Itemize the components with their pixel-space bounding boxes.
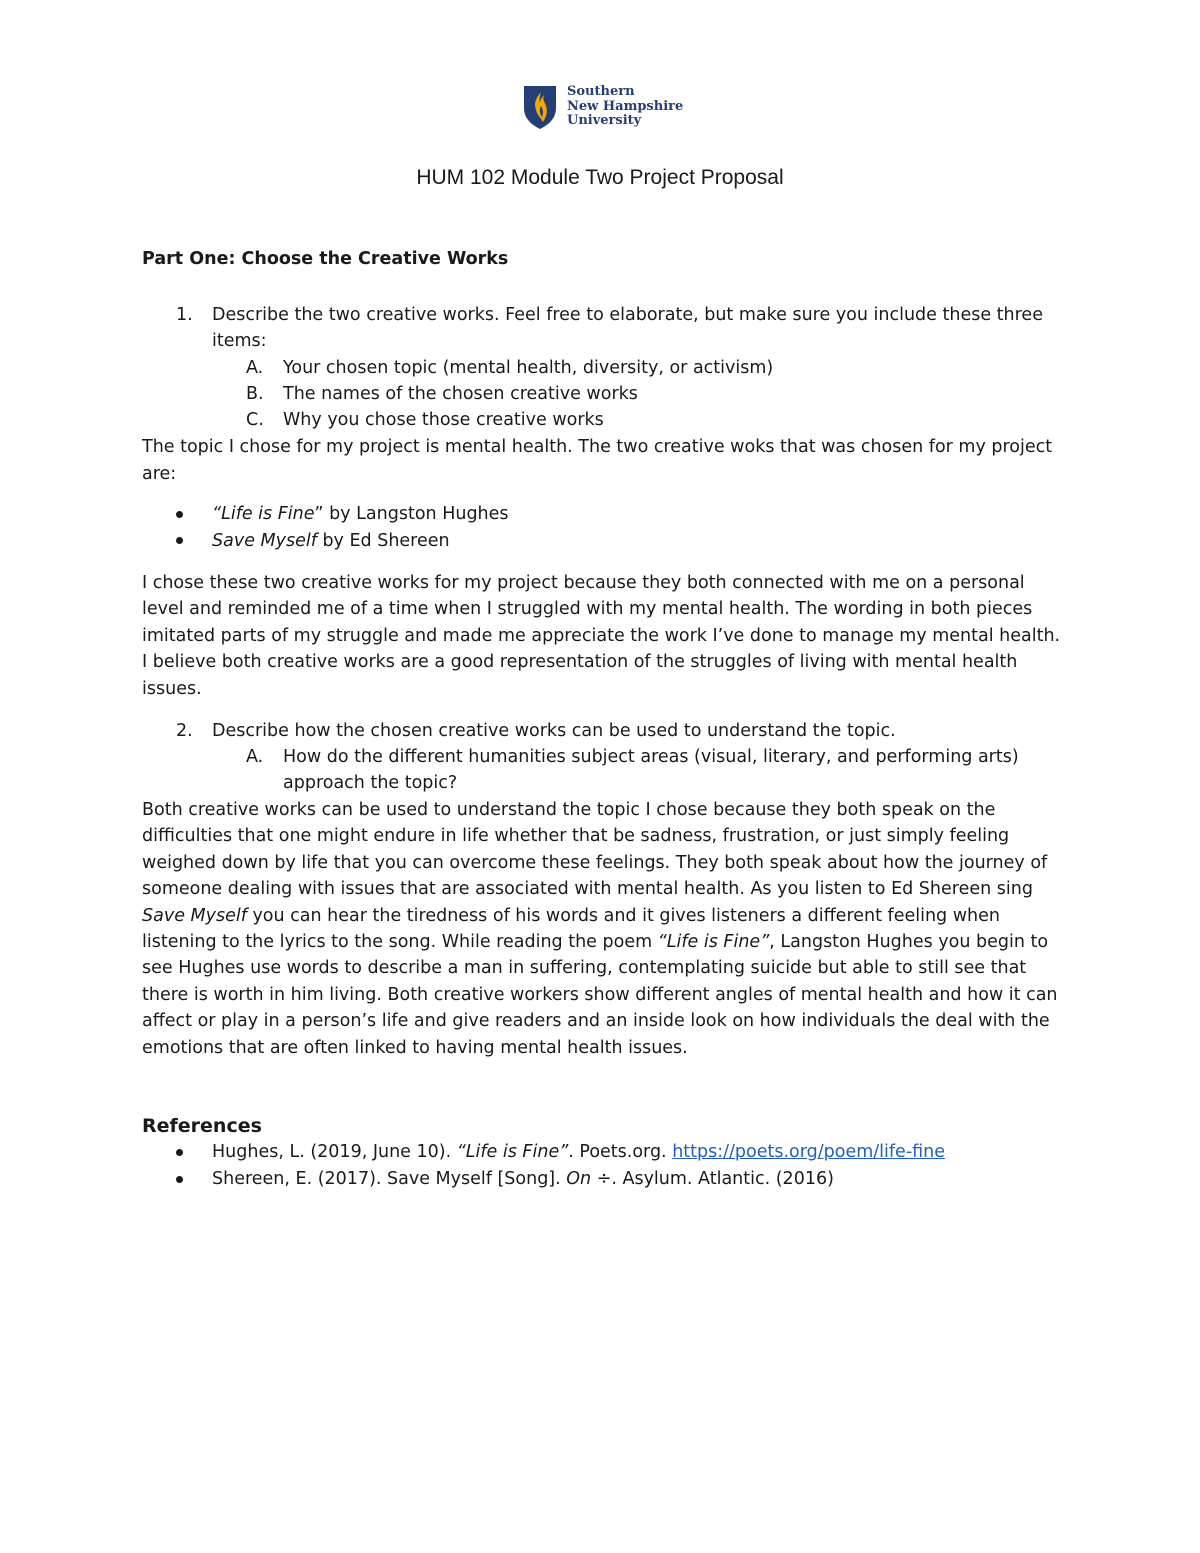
bullet-icon (176, 537, 183, 544)
ref-text: . Poets.org. (568, 1142, 673, 1162)
work-author: by Ed Shereen (316, 531, 450, 551)
sub-item-letter: B. (246, 384, 264, 404)
question-1-line-2: items: (212, 331, 267, 351)
line-text: you can hear the tiredness of his words and it gives listeners a different feeling when (246, 906, 1000, 926)
work-title: Save Myself (212, 531, 317, 551)
sub-item-letter: A. (246, 358, 264, 378)
logo-wordmark (567, 85, 683, 129)
work-close-quote: ” (314, 504, 324, 524)
reference-link[interactable]: https://poets.org/poem/life-fine (672, 1142, 946, 1162)
line-text: listening to the lyrics to the song. While reading the poem (142, 932, 658, 952)
question-2-sub-line-1: How do the different humanities subject areas (visual, literary, and performing arts) (283, 747, 1019, 767)
question-1-number: 1. (176, 305, 193, 325)
song-title: Save Myself (142, 906, 247, 926)
answer-2-line: someone dealing with issues that are associated with mental health. As you listen to Ed Shereen sing (142, 879, 1033, 899)
poem-title: “Life is Fine” (657, 932, 770, 952)
ref-album: On ÷ (566, 1169, 612, 1189)
reference-2 (212, 1166, 834, 1192)
answer-2-line: see Hughes use words to describe a man in suffering, contemplating suicide but able to still see that (142, 958, 1027, 978)
answer-1-line-1: The topic I chose for my project is mental health. The two creative woks that was chosen for my project (142, 437, 1053, 457)
question-2-text: Describe how the chosen creative works can be used to understand the topic. (212, 721, 896, 741)
logo-line-2: New Hampshire (567, 98, 684, 114)
bullet-icon (176, 1176, 183, 1183)
work-author: by Langston Hughes (323, 504, 509, 524)
sub-item-text: Why you chose those creative works (283, 410, 604, 430)
part-one-heading: Part One: Choose the Creative Works (142, 249, 509, 269)
sub-item-text: The names of the chosen creative works (283, 384, 638, 404)
answer-2-line: weighed down by life that you can overcome these feelings. They both speak about how the journey of (142, 853, 1048, 873)
question-2-number: 2. (176, 721, 193, 741)
logo-line-3: University (567, 113, 642, 128)
answer-2-line: difficulties that one might endure in life whether that be sadness, frustration, or just simply feeling (142, 826, 1010, 846)
sub-item-text: Your chosen topic (mental health, diversity, or activism) (283, 358, 774, 378)
reference-1 (212, 1139, 945, 1165)
ref-text: Shereen, E. (2017). Save Myself [Song]. (212, 1169, 567, 1189)
answer-2-line: affect or play in a person’s life and give readers and an inside look on how individuals the deal with the (142, 1011, 1050, 1031)
work-item-2 (212, 528, 450, 554)
answer-1-line-2: are: (142, 464, 177, 484)
answer-2-line: Both creative works can be used to understand the topic I chose because they both speak on the (142, 800, 996, 820)
bullet-icon (176, 1149, 183, 1156)
ref-text: . Asylum. Atlantic. (2016) (611, 1169, 834, 1189)
reason-line-4: I believe both creative works are a good representation of the struggles of living with mental health (142, 652, 1018, 672)
answer-2-line (142, 929, 1048, 955)
answer-2-line: there is worth in him living. Both creative workers show different angles of mental health and how it can (142, 985, 1058, 1005)
reason-line-5: issues. (142, 679, 202, 699)
ref-title: “Life is Fine” (456, 1142, 569, 1162)
work-item-1 (212, 501, 509, 527)
reason-line-3: imitated parts of my struggle and made me appreciate the work I’ve done to manage my mental health. (142, 626, 1061, 646)
university-logo (522, 84, 692, 132)
logo-line-1: Southern (567, 84, 635, 99)
shield-flame-icon (522, 84, 558, 130)
answer-2-line (142, 903, 1000, 929)
document-title: HUM 102 Module Two Project Proposal (416, 166, 784, 189)
work-title: Life is Fine (221, 504, 315, 524)
ref-text: Hughes, L. (2019, June 10). (212, 1142, 457, 1162)
sub-item-letter: A. (246, 747, 264, 767)
question-2-sub-line-2: approach the topic? (283, 773, 458, 793)
question-1-line-1: Describe the two creative works. Feel free to elaborate, but make sure you include these three (212, 305, 1043, 325)
line-text: , Langston Hughes you begin to (769, 932, 1049, 952)
work-open-quote: “ (212, 504, 222, 524)
bullet-icon (176, 511, 183, 518)
references-heading: References (142, 1115, 262, 1137)
sub-item-letter: C. (246, 410, 264, 430)
reason-line-1: I chose these two creative works for my project because they both connected with me on a personal (142, 573, 1025, 593)
answer-2-line: emotions that are often linked to having mental health issues. (142, 1038, 688, 1058)
reason-line-2: level and reminded me of a time when I struggled with my mental health. The wording in both pieces (142, 599, 1033, 619)
